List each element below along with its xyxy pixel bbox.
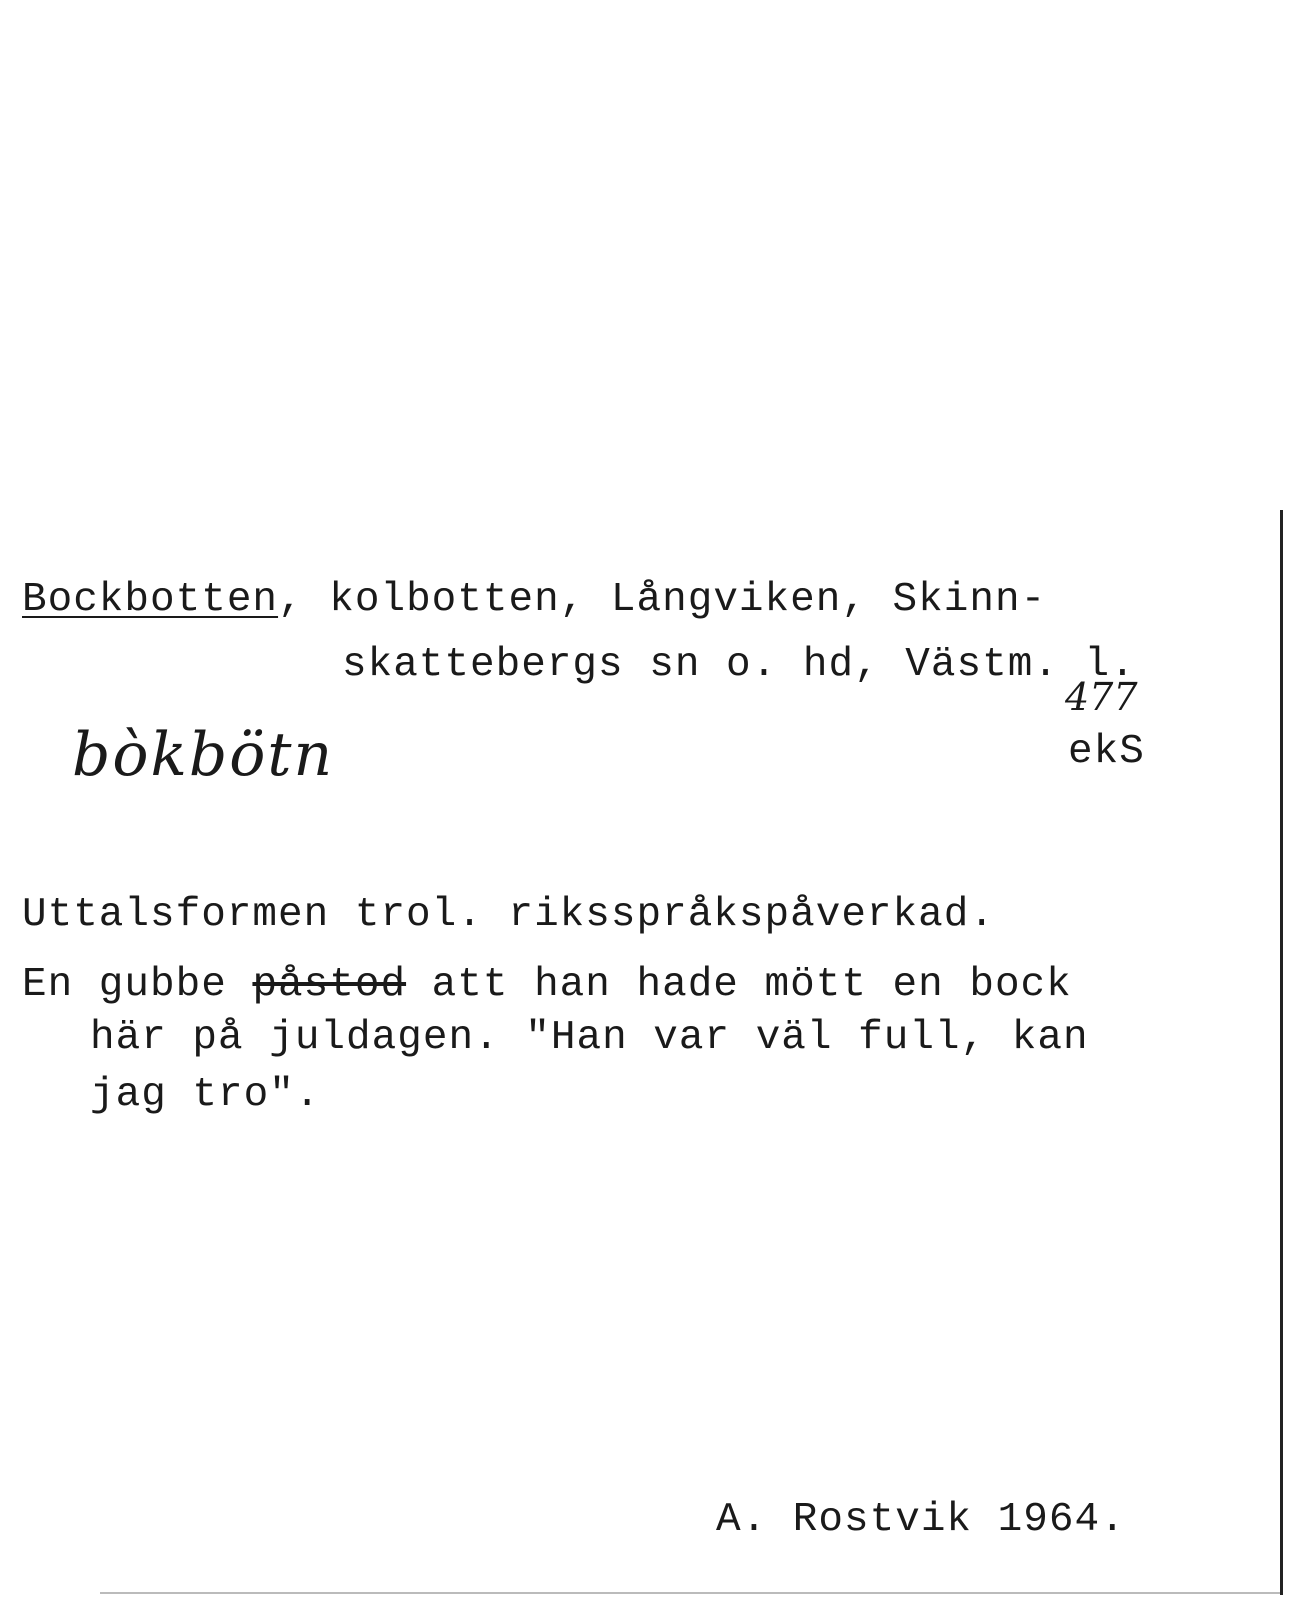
note-line-2-prefix: En gubbe <box>22 962 253 1008</box>
note-line-1: Uttalsformen trol. riksspråkspåverkad. <box>22 892 995 938</box>
note-line-3: här på juldagen. "Han var väl full, kan <box>90 1015 1089 1061</box>
handwritten-number: 477 <box>1065 675 1138 719</box>
header-line-2: skattebergs sn o. hd, Västm. l. <box>342 642 1136 688</box>
headword: Bockbotten <box>22 577 279 623</box>
header-line-1 <box>22 577 1047 623</box>
header-line-1-rest: , kolbotten, Långviken, Skinn- <box>278 577 1047 623</box>
note-line-2-suffix: att han hade mött en bock <box>406 962 1072 1008</box>
card-edge-bottom <box>100 1592 1280 1594</box>
signature: A. Rostvik 1964. <box>716 1497 1126 1543</box>
code-label: ekS <box>1068 729 1145 775</box>
struck-word: påstod <box>252 962 407 1008</box>
note-line-4: jag tro". <box>90 1072 321 1118</box>
note-line-2 <box>22 962 1072 1008</box>
card-edge-right <box>1280 510 1283 1595</box>
handwritten-pronunciation: bòkbötn <box>72 720 335 790</box>
